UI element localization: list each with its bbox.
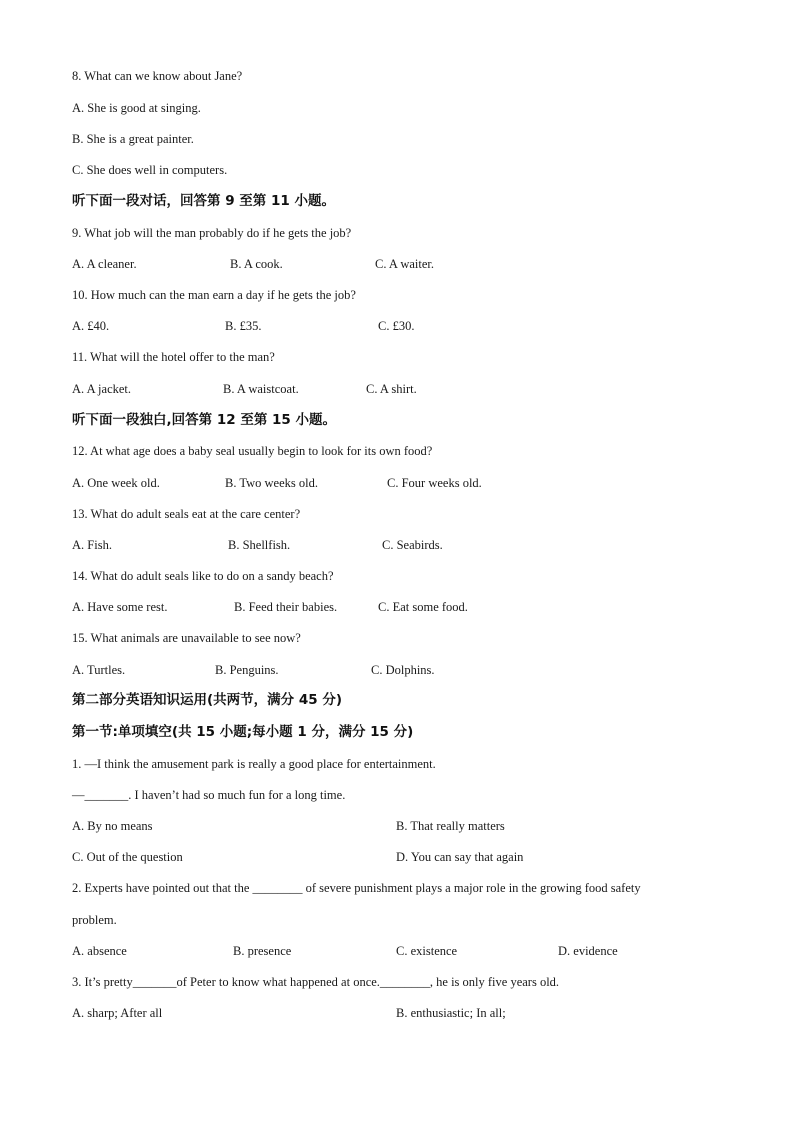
question-15-option-c: C. Dolphins. [371, 663, 435, 677]
question-12: 12. At what age does a baby seal usually begin to look for its own food? [72, 444, 433, 458]
question-10: 10. How much can the man earn a day if he gets the job? [72, 288, 356, 302]
question-14-option-b: B. Feed their babies. [234, 600, 338, 614]
question-8: 8. What can we know about Jane? [72, 69, 243, 83]
question-10-option-b: B. £35. [225, 319, 262, 333]
question-14-option-c: C. Eat some food. [378, 600, 468, 614]
question-11-option-b: B. A waistcoat. [223, 382, 299, 396]
question-15: 15. What animals are unavailable to see now? [72, 631, 301, 645]
question-10-option-c: C. £30. [378, 319, 415, 333]
question-14: 14. What do adult seals like to do on a sandy beach? [72, 569, 334, 583]
question-9: 9. What job will the man probably do if he gets the job? [72, 226, 352, 240]
question-13-option-c: C. Seabirds. [382, 538, 443, 552]
question-8-option-b: B. She is a great painter. [72, 132, 194, 146]
item-2-option-d: D. evidence [558, 944, 618, 958]
item-3-prompt: 3. It’s pretty_______of Peter to know what happened at once.________, he is only five years old. [72, 975, 560, 989]
item-3-option-b: B. enthusiastic; In all; [396, 1006, 506, 1020]
question-8-option-a: A. She is good at singing. [72, 101, 201, 115]
section-heading-12-15: 听下面一段独白,回答第 12 至第 15 小题。 [72, 412, 337, 428]
section-one-heading: 第一节:单项填空(共 15 小题;每小题 1 分，满分 15 分) [72, 724, 414, 740]
section-heading-9-11: 听下面一段对话，回答第 9 至第 11 小题。 [72, 193, 335, 209]
question-13: 13. What do adult seals eat at the care center? [72, 507, 301, 521]
question-13-option-a: A. Fish. [72, 538, 112, 552]
item-2-option-b: B. presence [233, 944, 292, 958]
question-14-option-a: A. Have some rest. [72, 600, 168, 614]
question-11-option-c: C. A shirt. [366, 382, 417, 396]
item-2-prompt-continued: problem. [72, 913, 117, 927]
item-1-option-b: B. That really matters [396, 819, 505, 833]
item-1-prompt: 1. —I think the amusement park is really a good place for entertainment. [72, 757, 436, 771]
question-11: 11. What will the hotel offer to the man? [72, 350, 275, 364]
item-2-option-a: A. absence [72, 944, 127, 958]
question-8-option-c: C. She does well in computers. [72, 163, 228, 177]
item-1-response: —_______. I haven’t had so much fun for a long time. [72, 788, 346, 802]
item-1-option-a: A. By no means [72, 819, 153, 833]
question-15-option-b: B. Penguins. [215, 663, 279, 677]
question-13-option-b: B. Shellfish. [228, 538, 291, 552]
question-9-option-b: B. A cook. [230, 257, 283, 271]
item-2-option-c: C. existence [396, 944, 458, 958]
item-1-option-c: C. Out of the question [72, 850, 183, 864]
question-12-option-a: A. One week old. [72, 476, 160, 490]
question-15-option-a: A. Turtles. [72, 663, 126, 677]
question-12-option-c: C. Four weeks old. [387, 476, 482, 490]
question-9-option-a: A. A cleaner. [72, 257, 137, 271]
item-3-option-a: A. sharp; After all [72, 1006, 163, 1020]
question-12-option-b: B. Two weeks old. [225, 476, 318, 490]
item-2-prompt: 2. Experts have pointed out that the ________ of severe punishment plays a major role in the growing food safety [72, 881, 641, 895]
question-11-option-a: A. A jacket. [72, 382, 132, 396]
question-9-option-c: C. A waiter. [375, 257, 435, 271]
item-1-option-d: D. You can say that again [396, 850, 524, 864]
part-two-heading: 第二部分英语知识运用(共两节，满分 45 分) [72, 692, 343, 708]
question-10-option-a: A. £40. [72, 319, 110, 333]
